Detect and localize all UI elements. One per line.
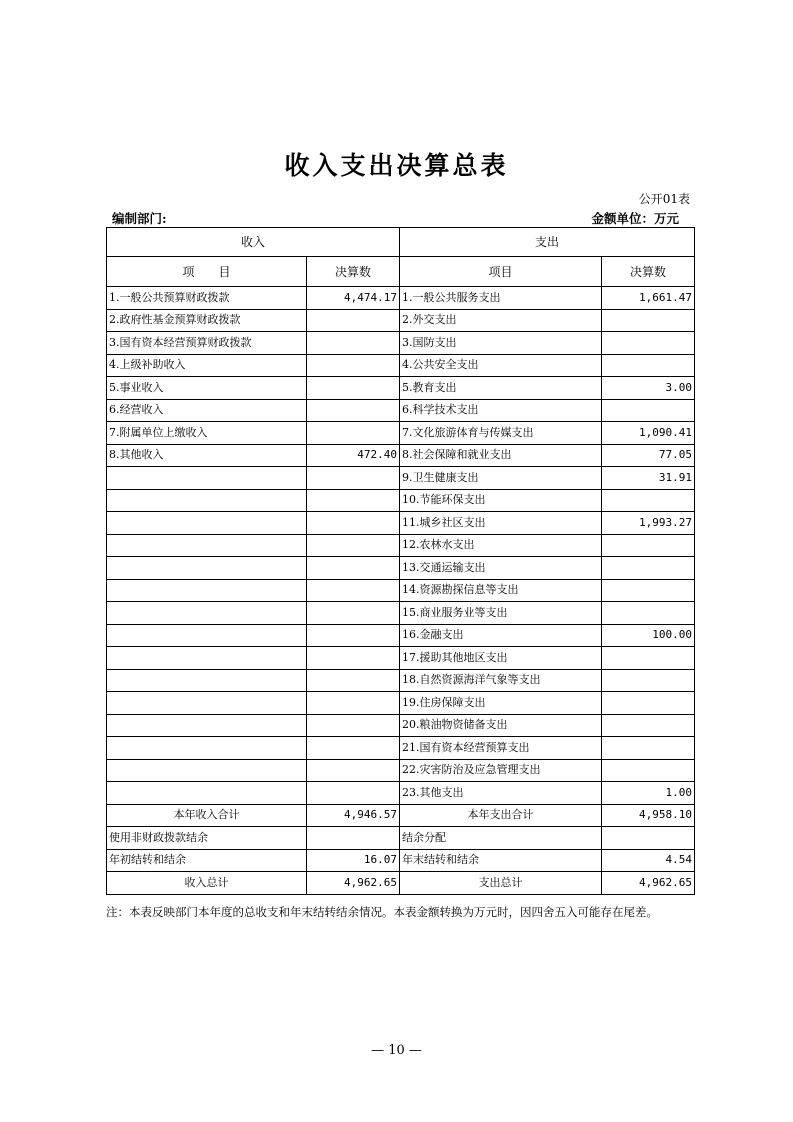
table-row [107, 579, 695, 602]
income-item-cell [107, 512, 307, 535]
expense-amount-cell [602, 737, 695, 760]
expense-amount-cell [602, 332, 695, 355]
begin-balance-amount: 16.07 [307, 849, 400, 872]
expense-amount-cell: 77.05 [602, 444, 695, 467]
section-header-row [107, 228, 695, 257]
expense-amount-cell [602, 669, 695, 692]
income-amount-cell [307, 489, 400, 512]
surplus-dist-amount [602, 827, 695, 850]
income-amount-cell [307, 377, 400, 400]
expense-total-label: 支出总计 [400, 872, 602, 895]
expense-item-cell: 12.农林水支出 [400, 534, 602, 557]
expense-item-cell: 21.国有资本经营预算支出 [400, 737, 602, 760]
income-amount-header: 决算数 [307, 257, 400, 287]
income-amount-cell [307, 647, 400, 670]
expense-item-cell: 9.卫生健康支出 [400, 467, 602, 490]
income-total-label: 收入总计 [107, 872, 307, 895]
income-amount-cell [307, 737, 400, 760]
income-item-cell: 6.经营收入 [107, 399, 307, 422]
table-row [107, 467, 695, 490]
table-row [107, 602, 695, 625]
income-amount-cell [307, 512, 400, 535]
income-amount-cell [307, 534, 400, 557]
income-amount-cell: 4,474.17 [307, 287, 400, 310]
income-item-cell: 3.国有资本经营预算财政拨款 [107, 332, 307, 355]
expense-amount-cell: 1,090.41 [602, 422, 695, 445]
year-total-row [107, 804, 695, 827]
income-item-cell: 4.上级补助收入 [107, 354, 307, 377]
income-item-cell: 2.政府性基金预算财政拨款 [107, 309, 307, 332]
nonfiscal-row [107, 827, 695, 850]
income-item-cell: 1.一般公共预算财政拨款 [107, 287, 307, 310]
expense-item-cell: 2.外交支出 [400, 309, 602, 332]
expense-item-cell: 1.一般公共服务支出 [400, 287, 602, 310]
table-row [107, 557, 695, 580]
table-row [107, 489, 695, 512]
income-item-cell [107, 489, 307, 512]
income-item-cell [107, 714, 307, 737]
table-row [107, 354, 695, 377]
column-header-row [107, 257, 695, 287]
table-row [107, 287, 695, 310]
expense-amount-cell [602, 557, 695, 580]
unit-label: 金额单位：万元 [591, 211, 679, 226]
income-amount-cell [307, 669, 400, 692]
expense-amount-cell [602, 759, 695, 782]
income-amount-cell [307, 399, 400, 422]
income-item-cell [107, 669, 307, 692]
expense-item-cell: 22.灾害防治及应急管理支出 [400, 759, 602, 782]
page-number: — 10 — [371, 1043, 422, 1058]
expense-amount-cell [602, 692, 695, 715]
expense-amount-header: 决算数 [602, 257, 695, 287]
expense-section-header: 支出 [400, 228, 695, 257]
expense-amount-cell [602, 579, 695, 602]
nonfiscal-amount [307, 827, 400, 850]
form-number: 公开01表 [638, 192, 690, 206]
income-amount-cell [307, 624, 400, 647]
table-row [107, 624, 695, 647]
income-amount-cell [307, 354, 400, 377]
income-item-cell [107, 737, 307, 760]
table-row [107, 309, 695, 332]
expense-item-cell: 17.援助其他地区支出 [400, 647, 602, 670]
year-expense-amount: 4,958.10 [602, 804, 695, 827]
income-item-cell [107, 602, 307, 625]
carryover-row [107, 849, 695, 872]
page-title: 收入支出决算总表 [284, 151, 509, 180]
expense-item-cell: 4.公共安全支出 [400, 354, 602, 377]
expense-item-cell: 23.其他支出 [400, 782, 602, 805]
begin-balance-label: 年初结转和结余 [107, 849, 307, 872]
table-row [107, 782, 695, 805]
department-label: 编制部门: [112, 211, 167, 226]
expense-item-cell: 16.金融支出 [400, 624, 602, 647]
table-row [107, 332, 695, 355]
table-row [107, 399, 695, 422]
expense-amount-cell: 100.00 [602, 624, 695, 647]
income-item-cell [107, 647, 307, 670]
expense-amount-cell [602, 489, 695, 512]
expense-amount-cell: 1.00 [602, 782, 695, 805]
expense-item-cell: 10.节能环保支出 [400, 489, 602, 512]
expense-item-cell: 19.住房保障支出 [400, 692, 602, 715]
table-row [107, 422, 695, 445]
expense-item-header: 项目 [400, 257, 602, 287]
expense-amount-cell [602, 399, 695, 422]
expense-item-cell: 13.交通运输支出 [400, 557, 602, 580]
expense-item-cell: 11.城乡社区支出 [400, 512, 602, 535]
surplus-dist-label: 结余分配 [400, 827, 602, 850]
income-amount-cell [307, 692, 400, 715]
income-amount-cell [307, 759, 400, 782]
expense-amount-cell [602, 534, 695, 557]
expense-amount-cell [602, 309, 695, 332]
income-item-cell [107, 624, 307, 647]
table-row [107, 377, 695, 400]
grand-total-row [107, 872, 695, 895]
income-item-cell [107, 557, 307, 580]
income-amount-cell [307, 332, 400, 355]
income-amount-cell [307, 714, 400, 737]
table-row [107, 669, 695, 692]
table-row [107, 692, 695, 715]
income-item-header: 项 目 [107, 257, 307, 287]
expense-amount-cell [602, 602, 695, 625]
income-item-cell [107, 692, 307, 715]
table-row [107, 444, 695, 467]
expense-item-cell: 14.资源勘探信息等支出 [400, 579, 602, 602]
expense-item-cell: 7.文化旅游体育与传媒支出 [400, 422, 602, 445]
income-amount-cell [307, 557, 400, 580]
income-item-cell [107, 534, 307, 557]
footnote: 注：本表反映部门本年度的总收支和年末结转结余情况。本表金额转换为万元时，因四舍五入可能存在尾差。 [106, 905, 658, 919]
table-row [107, 534, 695, 557]
income-amount-cell [307, 422, 400, 445]
income-item-cell: 8.其他收入 [107, 444, 307, 467]
expense-amount-cell: 1,993.27 [602, 512, 695, 535]
income-item-cell: 7.附属单位上缴收入 [107, 422, 307, 445]
expense-amount-cell [602, 714, 695, 737]
year-income-label: 本年收入合计 [107, 804, 307, 827]
end-balance-label: 年末结转和结余 [400, 849, 602, 872]
expense-amount-cell: 1,661.47 [602, 287, 695, 310]
table-row [107, 512, 695, 535]
income-amount-cell [307, 467, 400, 490]
end-balance-amount: 4.54 [602, 849, 695, 872]
expense-item-cell: 6.科学技术支出 [400, 399, 602, 422]
expense-item-cell: 5.教育支出 [400, 377, 602, 400]
expense-amount-cell [602, 354, 695, 377]
year-expense-label: 本年支出合计 [400, 804, 602, 827]
income-item-cell [107, 782, 307, 805]
income-amount-cell [307, 309, 400, 332]
expense-item-cell: 18.自然资源海洋气象等支出 [400, 669, 602, 692]
income-item-cell [107, 759, 307, 782]
income-amount-cell [307, 579, 400, 602]
expense-item-cell: 15.商业服务业等支出 [400, 602, 602, 625]
income-amount-cell [307, 782, 400, 805]
nonfiscal-label: 使用非财政拨款结余 [107, 827, 307, 850]
expense-total-amount: 4,962.65 [602, 872, 695, 895]
income-section-header: 收入 [107, 228, 400, 257]
income-total-amount: 4,962.65 [307, 872, 400, 895]
table-row [107, 759, 695, 782]
income-amount-cell: 472.40 [307, 444, 400, 467]
expense-item-cell: 8.社会保障和就业支出 [400, 444, 602, 467]
income-item-cell [107, 579, 307, 602]
income-item-cell [107, 467, 307, 490]
expense-amount-cell: 31.91 [602, 467, 695, 490]
expense-amount-cell: 3.00 [602, 377, 695, 400]
expense-amount-cell [602, 647, 695, 670]
budget-table [106, 227, 695, 895]
income-amount-cell [307, 602, 400, 625]
table-row [107, 647, 695, 670]
table-row [107, 714, 695, 737]
year-income-amount: 4,946.57 [307, 804, 400, 827]
income-item-cell: 5.事业收入 [107, 377, 307, 400]
expense-item-cell: 3.国防支出 [400, 332, 602, 355]
expense-item-cell: 20.粮油物资储备支出 [400, 714, 602, 737]
table-row [107, 737, 695, 760]
